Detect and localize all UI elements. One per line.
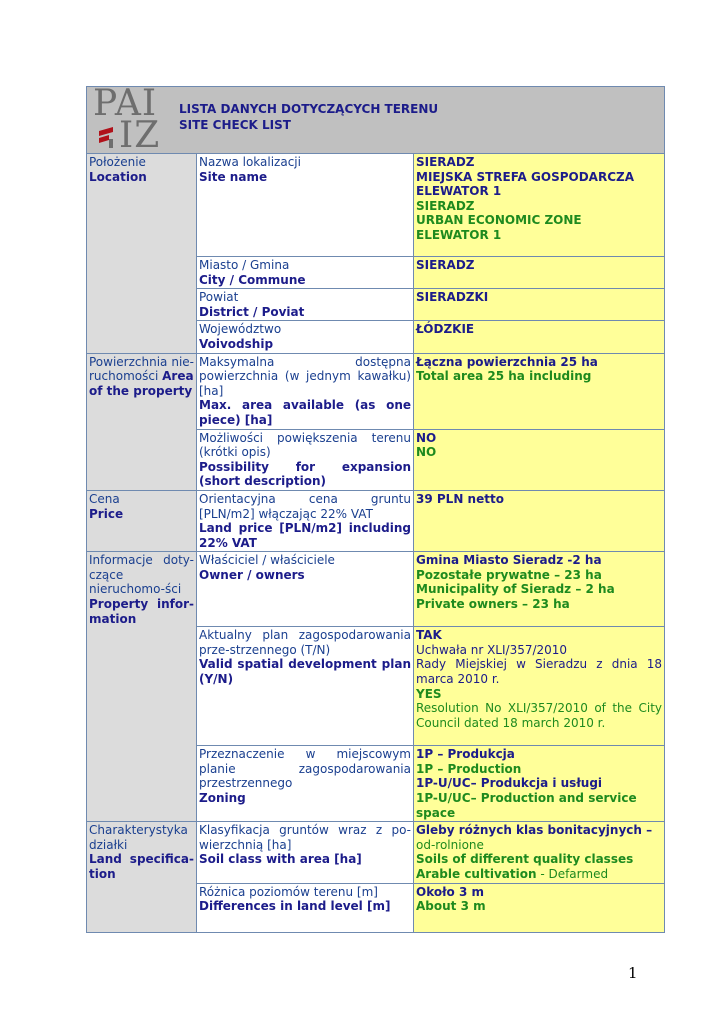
value-line: 39 PLN netto: [416, 491, 504, 506]
value-district: [414, 289, 665, 321]
field-label-en: Possibility for expansion (short description): [199, 459, 411, 489]
label-expansion: [197, 429, 414, 490]
value-line: 1P – Production: [416, 761, 522, 776]
field-label-pl: Właściciel / właściciele: [199, 553, 335, 568]
category-label-en: Price: [89, 506, 124, 521]
category-label-en: of the property: [89, 383, 193, 398]
value-line: Pozostałe prywatne – 23 ha: [416, 567, 602, 582]
value-line: URBAN ECONOMIC ZONE: [416, 213, 582, 228]
category-label-pl: Informacje doty-czące nieruchomo-ści: [89, 553, 194, 597]
field-label-pl: Różnica poziomów terenu [m]: [199, 884, 378, 899]
logo-text-bottom: IZ: [119, 115, 161, 156]
logo-mark-icon: [97, 125, 115, 149]
value-line-bold: Arable cultivation: [416, 867, 537, 882]
field-label-en: Valid spatial development plan (Y/N): [199, 657, 411, 687]
title-en: SITE CHECK LIST: [179, 118, 291, 132]
value-line: ELEWATOR 1: [416, 227, 502, 242]
value-line: SIERADZKI: [416, 290, 489, 305]
logo-text-top: PAI: [93, 83, 158, 124]
value-price: [414, 490, 665, 551]
field-label-en: Differences in land level [m]: [199, 899, 391, 914]
value-zoning: [414, 746, 665, 822]
value-line: Łączna powierzchnia 25 ha: [416, 354, 598, 369]
category-label-pl-text: Powierzchnia nie-ruchomości: [89, 354, 194, 384]
field-label-pl: Klasyfikacja gruntów wraz z po-wierzchnią [ha]: [199, 823, 411, 852]
label-owner: [197, 552, 414, 627]
value-line: Około 3 m: [416, 884, 485, 899]
field-label-pl: Przeznaczenie w miejscowym planie zagospodarowania przestrzennego: [199, 747, 411, 791]
value-line: ŁÓDZKIE: [416, 322, 475, 337]
row-max-area: [87, 353, 665, 429]
value-line: Total area 25 ha including: [416, 369, 592, 384]
value-line: [416, 823, 662, 852]
value-expansion: [414, 429, 665, 490]
value-line: Resolution No XLI/357/2010 of the City Council dated 18 march 2010 r.: [416, 701, 663, 730]
field-label-en: Site name: [199, 169, 268, 184]
field-label-pl: Nazwa lokalizacji: [199, 155, 301, 169]
category-label-en-inline: Area: [162, 369, 194, 384]
page-number: 1: [628, 964, 638, 982]
value-line: 1P-U/UC– Produkcja i usługi: [416, 776, 603, 791]
value-line: Uchwała nr XLI/357/2010: [416, 642, 568, 657]
value-plan: [414, 627, 665, 746]
value-line: SIERADZ: [416, 258, 475, 272]
label-voivodship: [197, 321, 414, 353]
value-soil: [414, 822, 665, 883]
category-land: [87, 822, 197, 932]
field-label-en: Owner / owners: [199, 567, 305, 582]
row-soil: [87, 822, 665, 883]
field-label-en: District / Poviat: [199, 304, 305, 319]
value-line: Rady Miejskiej w Sieradzu z dnia 18 marca 2010 r.: [416, 657, 663, 687]
label-plan: [197, 627, 414, 746]
value-line: 1P-U/UC– Production and service space: [416, 791, 637, 820]
field-label-en: Voivodship: [199, 336, 274, 351]
category-property: [87, 552, 197, 822]
row-owner: [87, 552, 665, 627]
field-label-pl: Orientacyjna cena gruntu [PLN/m2] włączając 22% VAT: [199, 491, 411, 521]
category-area: [87, 353, 197, 490]
field-label-en: Max. area available (as one piece) [ha]: [199, 398, 411, 427]
category-label-en: Land specifica-tion: [89, 852, 194, 882]
label-district: [197, 289, 414, 321]
label-zoning: [197, 746, 414, 822]
value-owner: [414, 552, 665, 627]
label-soil: [197, 822, 414, 883]
label-site-name: [197, 154, 414, 257]
field-label-pl: Możliwości powiększenia terenu (krótki opis): [199, 430, 411, 460]
value-voivodship: [414, 321, 665, 353]
value-line: SIERADZ: [416, 198, 475, 213]
field-label-en: Soil class with area [ha]: [199, 852, 362, 867]
label-price: [197, 490, 414, 551]
value-max-area: [414, 353, 665, 429]
page-title: [179, 101, 438, 133]
value-levels: [414, 883, 665, 932]
label-max-area: [197, 353, 414, 429]
row-site-name: [87, 154, 665, 257]
field-label-pl: Województwo: [199, 322, 282, 337]
paiz-logo: [91, 83, 165, 156]
header-cell: [87, 83, 665, 156]
site-check-table: [86, 83, 665, 933]
value-line: Private owners – 23 ha: [416, 597, 570, 612]
category-label-pl: Położenie: [89, 155, 146, 169]
field-label-en: City / Commune: [199, 272, 306, 287]
value-line-bold: Gleby różnych klas bonitacyjnych –: [416, 823, 653, 838]
value-line-rest: - Defarmed: [536, 867, 609, 882]
label-levels: [197, 883, 414, 932]
value-line: NO: [416, 445, 437, 460]
category-label-en: Property infor-mation: [89, 597, 194, 626]
category-price: [87, 490, 197, 551]
value-city: [414, 257, 665, 289]
value-line: MIEJSKA STREFA GOSPODARCZA: [416, 169, 634, 184]
row-price: [87, 490, 665, 551]
field-label-pl: Aktualny plan zagospodarowania prze-strzennego (T/N): [199, 628, 411, 657]
label-city: [197, 257, 414, 289]
value-line: Soils of different quality classes: [416, 852, 634, 867]
value-line: 1P – Produkcja: [416, 747, 515, 762]
field-label-en: Zoning: [199, 791, 246, 806]
value-site-name: [414, 154, 665, 257]
value-line: TAK: [416, 628, 442, 643]
value-line: Municipality of Sieradz – 2 ha: [416, 582, 615, 597]
value-line: [416, 867, 662, 882]
title-pl: LISTA DANYCH DOTYCZĄCYCH TERENU: [179, 102, 439, 116]
value-line: Gmina Miasto Sieradz -2 ha: [416, 553, 602, 568]
value-line: ELEWATOR 1: [416, 184, 502, 199]
value-line: YES: [416, 686, 442, 701]
header-row: [87, 87, 665, 154]
value-line: NO: [416, 430, 437, 445]
value-line: SIERADZ: [416, 155, 475, 169]
category-label-en: Location: [89, 169, 147, 184]
field-label-pl: Maksymalna dostępna powierzchnia (w jednym kawałku) [ha]: [199, 354, 411, 398]
category-label-pl: Cena: [89, 491, 120, 506]
category-location: [87, 154, 197, 354]
field-label-en: Land price [PLN/m2] including 22% VAT: [199, 521, 411, 550]
value-line: About 3 m: [416, 899, 486, 914]
field-label-pl: Powiat: [199, 290, 239, 305]
category-label-pl: [89, 355, 194, 384]
field-label-pl: Miasto / Gmina: [199, 258, 290, 272]
category-label-pl: Charakterystyka działki: [89, 823, 188, 852]
value-line-rest: od-rolnione: [416, 837, 484, 852]
